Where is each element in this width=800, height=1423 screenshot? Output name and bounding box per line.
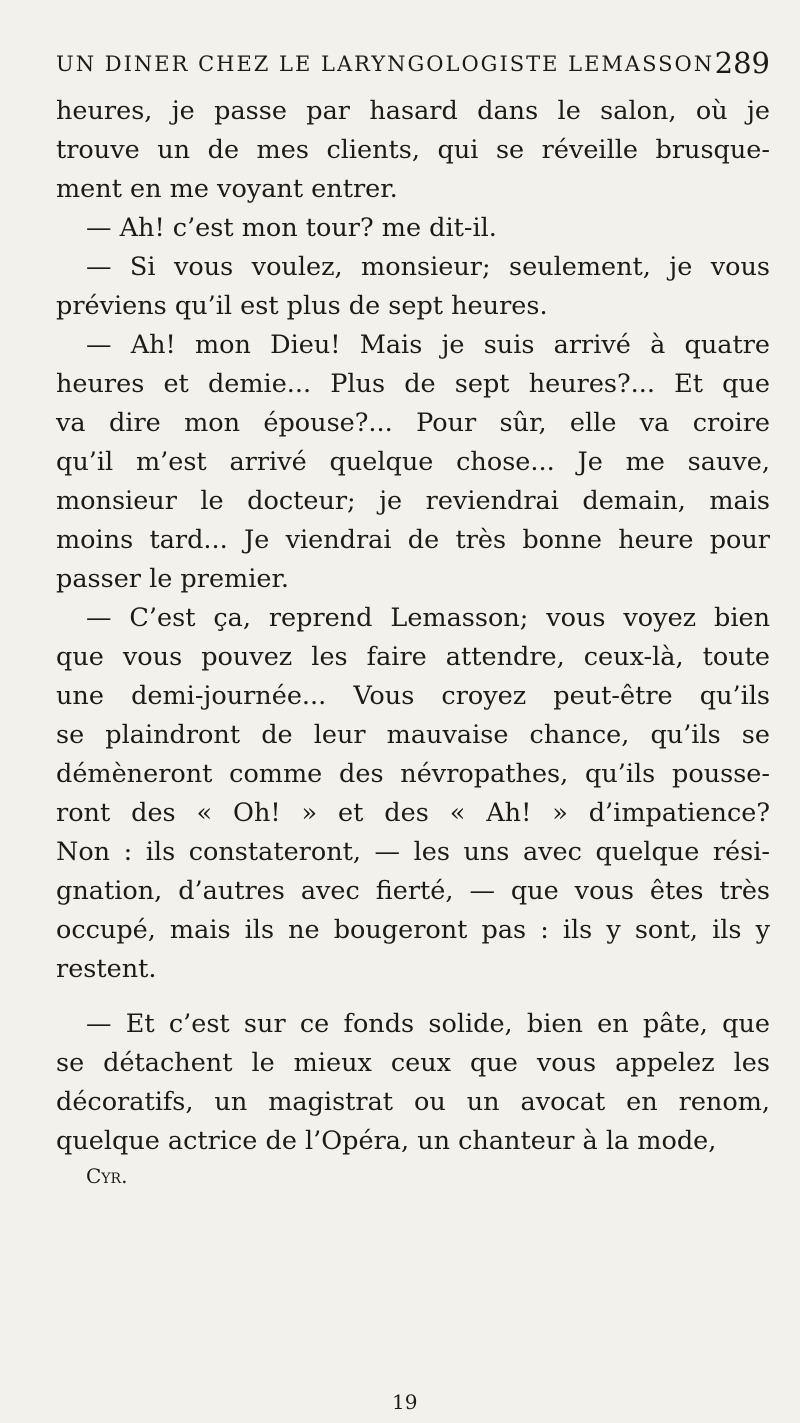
text-line: gnation, d’autres avec fierté, — que vous êtes très	[56, 876, 770, 906]
text-line: heures, je passe par hasard dans le salon, où je	[56, 96, 770, 126]
paragraph	[56, 209, 770, 248]
text-line: décoratifs, un magistrat ou un avocat en renom,	[56, 1087, 770, 1117]
text-line: — C’est ça, reprend Lemasson; vous voyez bien	[86, 603, 770, 633]
text-line: se détachent le mieux ceux que vous appelez les	[56, 1048, 770, 1078]
text-line: passer le premier.	[56, 564, 289, 594]
paragraph	[56, 599, 770, 989]
signature-mark: Cyr.	[86, 1164, 128, 1188]
text-line: — Ah! mon Dieu! Mais je suis arrivé à quatre	[86, 330, 770, 360]
paragraph	[56, 248, 770, 326]
paragraph	[56, 92, 770, 209]
paragraph	[56, 1005, 770, 1161]
running-head: UN DINER CHEZ LE LARYNGOLOGISTE LEMASSON	[56, 52, 715, 76]
text-line: monsieur le docteur; je reviendrai demain, mais	[56, 486, 770, 516]
text-line: occupé, mais ils ne bougeront pas : ils y sont, ils y	[56, 915, 770, 945]
body-text	[56, 92, 770, 1191]
text-line: se plaindront de leur mauvaise chance, qu’ils se	[56, 720, 770, 750]
text-line: — Si vous voulez, monsieur; seulement, je vous	[86, 252, 770, 282]
text-line: préviens qu’il est plus de sept heures.	[56, 291, 548, 321]
text-line: va dire mon épouse?... Pour sûr, elle va croire	[56, 408, 770, 438]
text-line: une demi-journée... Vous croyez peut-être qu’ils	[56, 681, 770, 711]
text-line: — Ah! c’est mon tour? me dit-il.	[86, 213, 497, 243]
text-line: heures et demie... Plus de sept heures?... Et que	[56, 369, 770, 399]
text-line: trouve un de mes clients, qui se réveille brusque-	[56, 135, 770, 165]
text-line: quelque actrice de l’Opéra, un chanteur à la mode,	[56, 1126, 717, 1156]
text-line: Non : ils constateront, — les uns avec quelque rési-	[56, 837, 770, 867]
paragraph	[56, 326, 770, 599]
text-line: moins tard... Je viendrai de très bonne heure pour	[56, 525, 770, 555]
page-header	[56, 46, 770, 90]
text-line: que vous pouvez les faire attendre, ceux-là, toute	[56, 642, 770, 672]
text-line: restent.	[56, 954, 157, 984]
text-line: ront des « Oh! » et des « Ah! » d’impatience?	[56, 798, 770, 828]
text-line: qu’il m’est arrivé quelque chose... Je me sauve,	[56, 447, 770, 477]
page-number: 289	[714, 46, 770, 80]
printer-signature: 19	[392, 1390, 418, 1414]
paragraph-gap	[56, 989, 770, 1005]
text-line: ment en me voyant entrer.	[56, 174, 398, 204]
text-line: démèneront comme des névropathes, qu’ils pousse-	[56, 759, 770, 789]
text-line: — Et c’est sur ce fonds solide, bien en pâte, que	[86, 1009, 770, 1039]
